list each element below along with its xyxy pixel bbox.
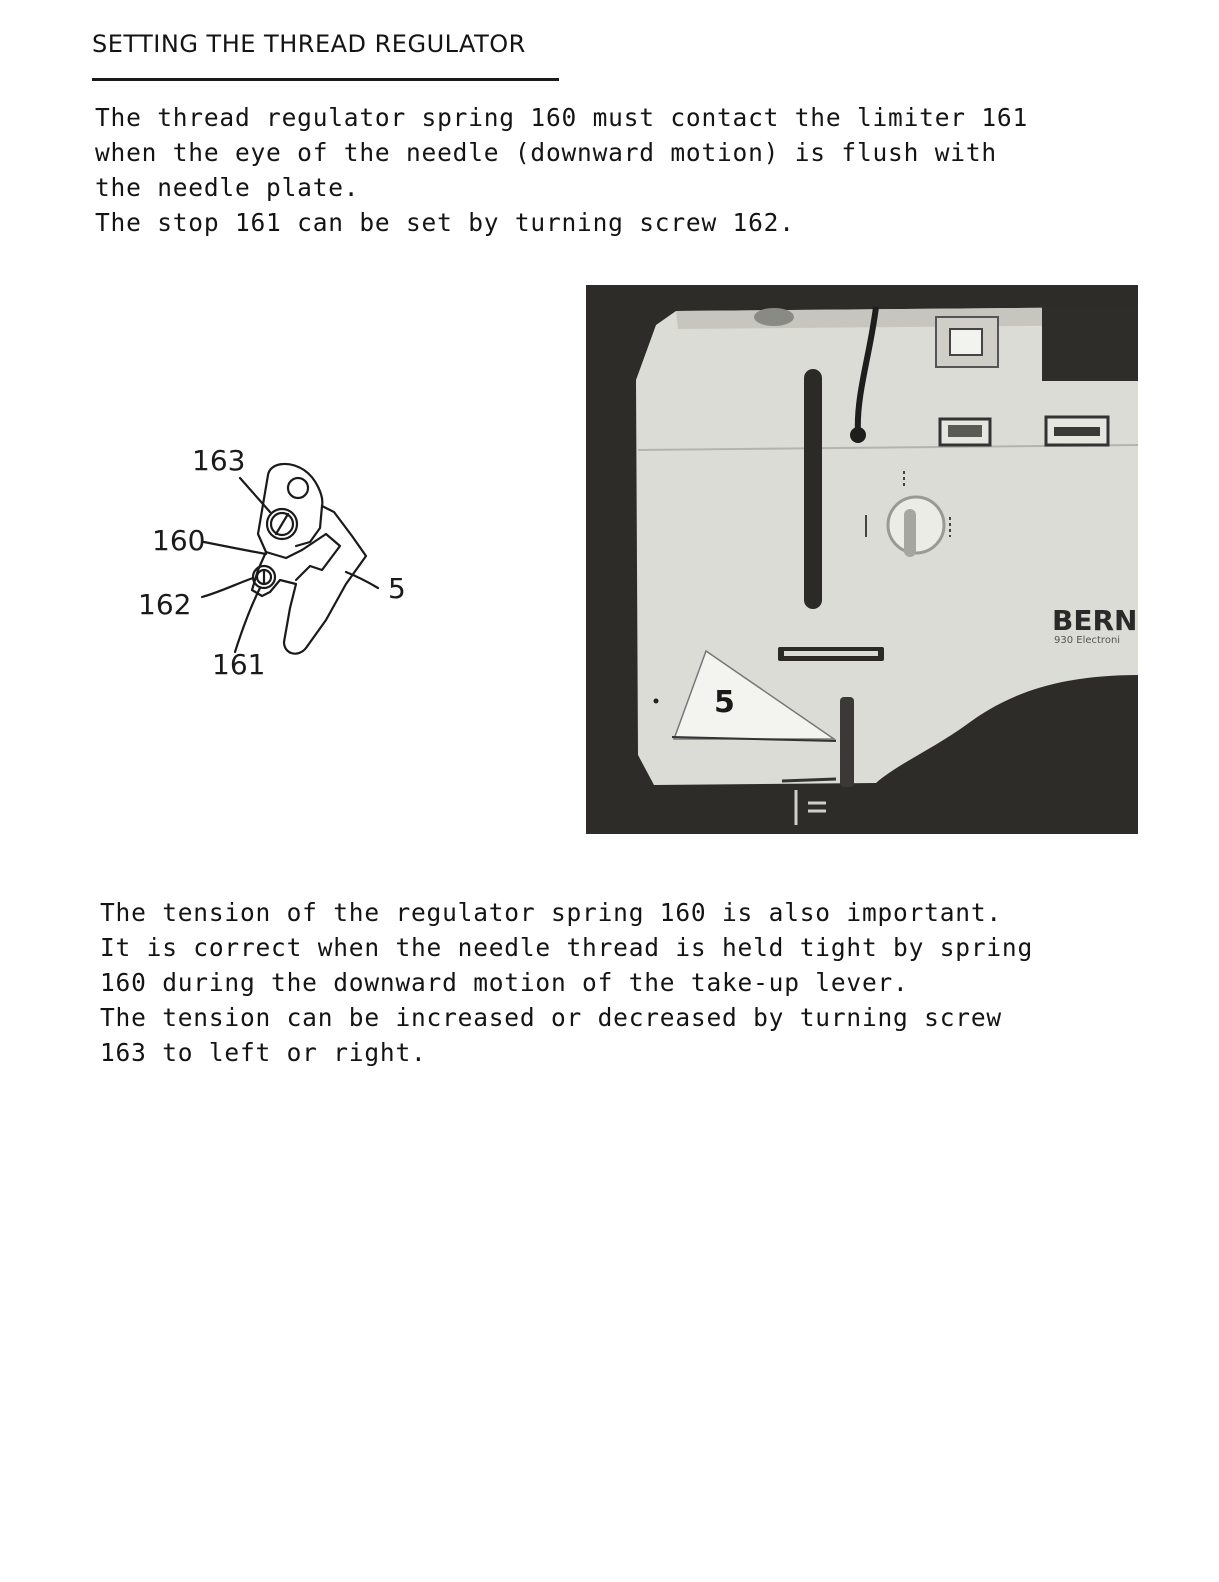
tension-line: 163 to left or right. bbox=[100, 1038, 427, 1067]
spring-outline bbox=[266, 534, 340, 580]
model-text: 930 Electroni bbox=[1054, 635, 1121, 646]
label-163: 163 bbox=[192, 444, 246, 477]
tension-line: It is correct when the needle thread is held tight by spring bbox=[100, 933, 1034, 962]
intro-line: when the eye of the needle (downward motion) is flush with bbox=[95, 138, 997, 167]
takeup-slot bbox=[804, 369, 822, 609]
label-162: 162 bbox=[138, 588, 192, 621]
intro-line: The stop 161 can be set by turning screw 162. bbox=[95, 208, 795, 237]
page-heading: SETTING THE THREAD REGULATOR bbox=[92, 30, 526, 58]
intro-line: the needle plate. bbox=[95, 173, 360, 202]
label-160: 160 bbox=[152, 524, 206, 557]
intro-line: The thread regulator spring 160 must contact the limiter 161 bbox=[95, 103, 1029, 132]
label-5: 5 bbox=[388, 572, 406, 605]
tension-paragraph bbox=[100, 895, 1033, 1070]
tension-line: 160 during the downward motion of the take-up lever. bbox=[100, 968, 909, 997]
intro-paragraph bbox=[95, 100, 1028, 240]
machine-photo bbox=[586, 285, 1138, 834]
brand-logo-text: BERN bbox=[1052, 604, 1138, 637]
heading-underline bbox=[92, 78, 559, 81]
regulator-diagram bbox=[120, 430, 440, 700]
tension-line: The tension of the regulator spring 160 is also important. bbox=[100, 898, 1002, 927]
cover-5-label: 5 bbox=[714, 685, 735, 720]
cover-plate-outline bbox=[252, 464, 366, 654]
label-161: 161 bbox=[212, 648, 266, 681]
tension-line: The tension can be increased or decreased by turning screw bbox=[100, 1003, 1002, 1032]
top-hole bbox=[288, 478, 308, 498]
